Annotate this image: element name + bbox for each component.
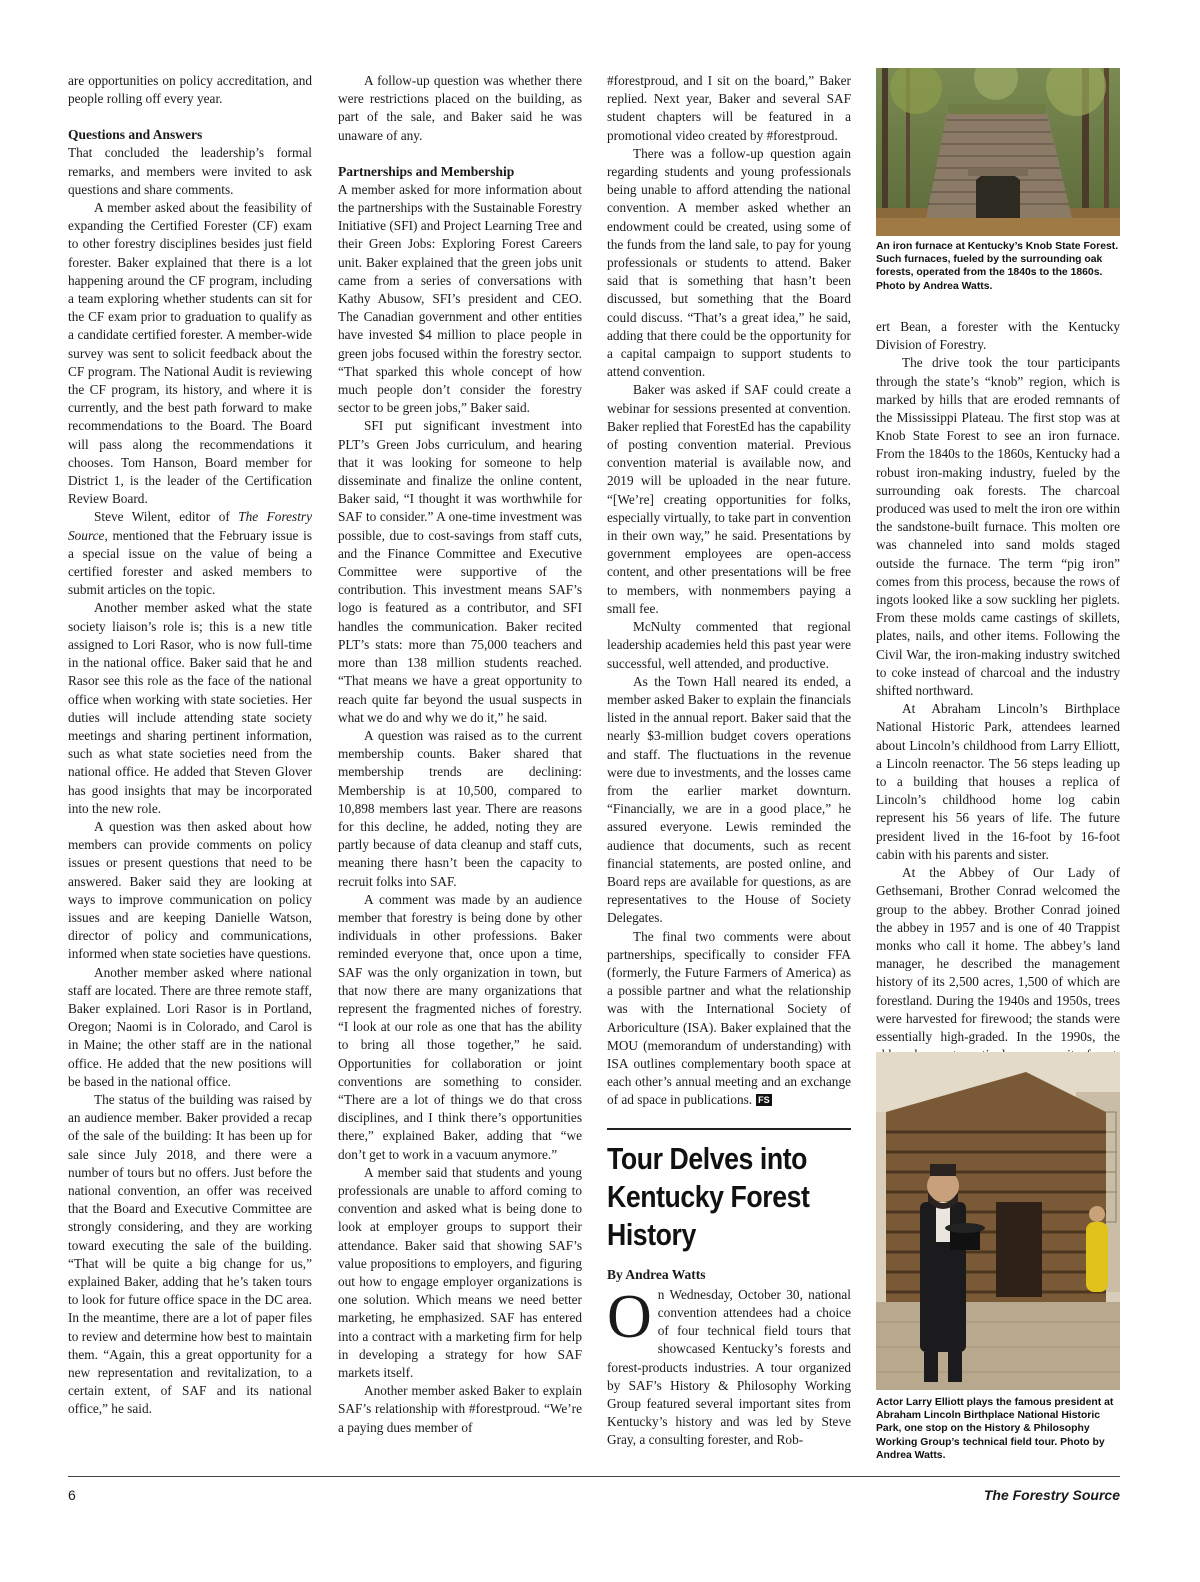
iron-furnace-photo [876,68,1120,236]
paragraph: The drive took the tour participants through the state’s “knob” region, which is marked by hills that are eroded remnants of the Mississippi Plateau. The first stop was at Knob State Forest to see an iron furnace. From the 1840s to the 1860s, Kentucky had a robust iron-making industry, fueled by the surrounding oak forests. The charcoal produced was used to melt the iron ore within the sandstone-built furnace. This molten ore was channeled into sand molds staged outside the furnace. The term “pig iron” comes from this process, because the rows of ingots looked like a sow suckling her piglets. From these molds came castings of skillets, plates, nails, and other items. Following the Civil War, the iron-making industry switched to coke instead of charcoal and the industry shifted northward. [876,355,1120,699]
paragraph: On Wednesday, October 30, national convention attendees had a choice of four technical field tours that showcased Kentucky’s forests and forest-products industries. A tour organized by SAF’s History & Philosophy Working Group featured several important sites from Kentucky’s history and was led by Steve Gray, a consulting forester, and Rob- [607,1282,851,1448]
paragraph: McNulty commented that regional leadership academies held this past year were successful, well attended, and productive. [607,619,851,671]
paragraph: At the Abbey of Our Lady of Gethsemani, Brother Conrad welcomed the group to the abbey. Brother Conrad joined the abbey in 1957 and is one of 40 Trappist monks who call it home. The abbey’s land manager, he described the management history of its 2,500 acres, 1,500 of which are forestland. During the 1940s and 1950s, trees were harvested for firewood; the stands were essentially high-graded. In the 1990s, the [876,865,1120,1044]
paragraph: As the Town Hall neared its ended, a member asked Baker to explain the financials listed in the annual report. Baker said that the nearly $3-million budget covers operations and staff. The fluctuations in the revenue were due to investments, and the losses came from the earlier market downturn. “Financially, we are in a good place,” he assured everyone. Lewis reminded the audience that documents, such as recent financial statements, are posted online, and Board reps are available for questions, as are representatives to the House of Society Delegates. [607,673,851,926]
paragraph: There was a follow-up question again regarding students and young professionals being unable to afford attending the national convention. A member asked whether an endowment could be created, using some of the funds from the land sale, to pay for young professionals or students to attend. Baker said that is something that hasn’t been discussed, but something that the Board could discuss. “That’s a great idea,” he said, adding that there could be the opportunity for a capital campaign to support students to attend convention. [607,145,851,380]
article-headline: Tour Delves into Kentucky Forest History [607,1140,810,1252]
paragraph: are opportunities on policy accreditation, and people rolling off every year. [68,73,312,107]
section-heading-questions-and-answers: Questions and Answers [68,127,203,143]
paragraph: A question was raised as to the current membership counts. Baker shared that membership trends are declining: Membership is at 10,500, compared to 10,898 members last year. There are reasons for this decline, he added, noting they are partly because of data cleanup and staff cuts, meaning there hasn’t been the capacity to recruit folks into SAF. [338,727,582,889]
paragraph: #forestproud, and I sit on the board,” Baker replied. Next year, Baker and several SAF student chapters will be featured in a promotional video created by #forestproud. [607,73,851,143]
paragraph: SFI put significant investment into PLT’s Green Jobs curriculum, and hearing that it was looking for someone to help disseminate and finalize the online content, Baker said, “I thought it was worthwhile for SAF to consider.” A one-time investment was possible, due to cost-savings from staff cuts, and the Finance Committee and Executive Committee were supportive of the contribution. This investment means SAF’s logo is featured as a contributor, and SFI handles the communication. Baker recited PLT’s stats: more than 75,000 teachers and more than 138 million students reached. “That means we have a great opportunity to reach quite far beyond the usual suspects in what we do and why we do it,” he said. [338,418,582,725]
paragraph: A follow-up question was whether there were restrictions placed on the building, as part of the sale, and Baker said he was unaware of any. [338,73,582,143]
paragraph: Baker was asked if SAF could create a webinar for sessions presented at convention. Baker replied that ForestEd has the capability of posting convention material. Previous convention material is available now, and 2019 will be uploaded in the near future. “[We’re] creating opportunities for folks, especially virtually, to take part in convention in their own way,” he said. Presentations by government employees are open-access content, and other presentations will be free to members, with nonmembers paying a small fee. [607,382,851,616]
paragraph: Another member asked where national staff are located. There are three remote staff, Baker explained. Lori Rasor is in Portland, Oregon; Naomi is in Colorado, and Carol is in Maine; the other staff are in the national office. He added that the new positions will be based in the national office. [68,964,312,1089]
footer-divider [68,1476,1120,1477]
paragraph: Another member asked Baker to explain SAF’s relationship with #forestproud. “We’re a paying dues member of [338,1383,582,1435]
paragraph: The final two comments were about partnerships, specifically to consider FFA (formerly, the Future Farmers of America) as a possible partner and what the relationship was with the International Society of Arboriculture (ISA). Baker explained that the MOU (memorandum of understanding) with ISA outlines complementary booth space at each other’s annual meeting and an exchange of ad space in publications. FS [607,928,851,1108]
lincoln-cabin-photo [876,1052,1120,1390]
text-column-3 [607,72,851,1450]
paragraph: ert Bean, a forester with the Kentucky Division of Forestry. [876,319,1120,353]
drop-cap: O [607,1282,652,1351]
text-column-4 [876,318,1120,1083]
paragraph: A question was then asked about how members can provide comments on policy issues or present questions that need to be answered. Baker said they are looking at ways to improve communication on policy issues and are keeping Danielle Watson, director of policy and communications, informed when state societies have questions. [68,818,312,962]
photo-caption: An iron furnace at Kentucky’s Knob State Forest. Such furnaces, fueled by the surrounding oak forests, operated from the 1840s to the 1860s. Photo by Andrea Watts. [876,241,1119,292]
paragraph: A member said that students and young professionals are unable to afford coming to convention and asked what is being done to look at employer groups to support their attendance. Baker said that showing SAF’s value propositions to employers, and figuring out how to engage employer organizations is one solution. Which means we need better marketing, he emphasized. SAF has entered into a contract with a marketing firm for help in developing a strategy for how SAF markets itself. [338,1164,582,1381]
paragraph: That concluded the leadership’s formal remarks, and members were invited to ask questions and share comments. [68,145,312,197]
text-column-1 [68,72,312,1419]
section-heading-partnerships-and-membership: Partnerships and Membership [338,163,515,179]
paragraph: The status of the building was raised by an audience member. Baker provided a recap of the sale of the building: It has been up for sale since July 2018, and there were a number of tours but no offers. Just before the national convention, an offer was received that the Board and Executive Committee are strongly considering, and they are working toward executing the sale of the building. “That will be quite a big change for us,” explained Baker, adding that he’s taken tours to look for future office space in the DC area. In the meantime, there are a lot of paper files to review and determine how best to maintain them. “Again, this a great opportunity for a new representation and revitalization, to a certain extent, of SAF and its national office,” he said. [68,1091,312,1417]
paragraph: Another member asked what the state society liaison’s role is; this is a new title assigned to Lori Rasor, who is now full-time in the national office. Baker said that he and Rasor see this role as the face of the national office when working with state societies. Her duties will include attending state society meetings and sharing pertinent information, such as what state societies need from the national office. He added that Steven Glover has good insights that may be incorporated into the new role. [68,600,312,816]
byline: By Andrea Watts [607,1266,706,1282]
paragraph: A member asked for more information about the partnerships with the Sustainable Forestry Initiative (SFI) and Project Learning Tree and their Green Jobs: Exploring Forest Careers unit. Baker explained that the green jobs unit came from a series of conversations with Kathy Abusow, SFI’s president and CEO. The Canadian government and other entities have invested $4 million to place people in green jobs focused within the forestry sector. “That sparked this whole concept of how much people don’t consider the forestry sector to be green jobs,” Baker said. [338,181,582,416]
paragraph: Steve Wilent, editor of The Forestry Source, mentioned that the February issue is a special issue on the value of being a certified forester and asked members to submit articles on the topic. [68,509,312,598]
paragraph: A comment was made by an audience member that forestry is being done by other individuals in other professions. Baker reminded everyone that, once upon a time, SAF was the only organization in town, but that now there are many organizations that represent the fragmented niches of forestry. “I look at our role as one that has the ability to bring all those together,” he said. Opportunities for collaboration or joint conventions are something to consider. “There are a lot of things we do that cross disciplines, and I think there’s opportunities there,” explained Baker, adding that “we don’t get to work in a vacuum anymore.” [338,891,582,1162]
publication-title: The Forestry Source [68,509,312,543]
text-column-2 [338,72,582,1437]
publication-name: The Forestry Source [983,1487,1120,1503]
paragraph: A member asked about the feasibility of expanding the Certified Forester (CF) exam to other forestry disciplines besides just field forester. Baker explained that there is a lot happening around the CF program, including a team exploring whether students can sit for the CF exam prior to graduation to qualify as a candidate certified forester. A member-wide survey was sent to solicit feedback about the CF program. The National Audit is reviewing the CF program, its history, and where it is currently, and the best path forward to make recommendations to the Board. The Board will pass along the recommendations it chooses. Tom Hanson, Board member for District 1, is the leader of the Certification Review Board. [68,200,312,507]
paragraph: At Abraham Lincoln’s Birthplace National Historic Park, attendees learned about Lincoln’s childhood from Larry Elliott, a Lincoln reenactor. The 56 steps leading up to a building that houses a replica of Lincoln’s childhood home log cabin represent his 56 years of life. The future president lived in the 16-foot by 16-foot cabin with his parents and sister. [876,701,1120,862]
photo-caption: Actor Larry Elliott plays the famous president at Abraham Lincoln Birthplace National Historic Park, one stop on the History & Philosophy Working Group’s technical field tour. Photo by Andrea Watts. [876,1397,1114,1461]
page-number: 6 [68,1487,76,1503]
end-of-article-mark: FS [758,1095,770,1106]
article-divider [607,1128,851,1130]
